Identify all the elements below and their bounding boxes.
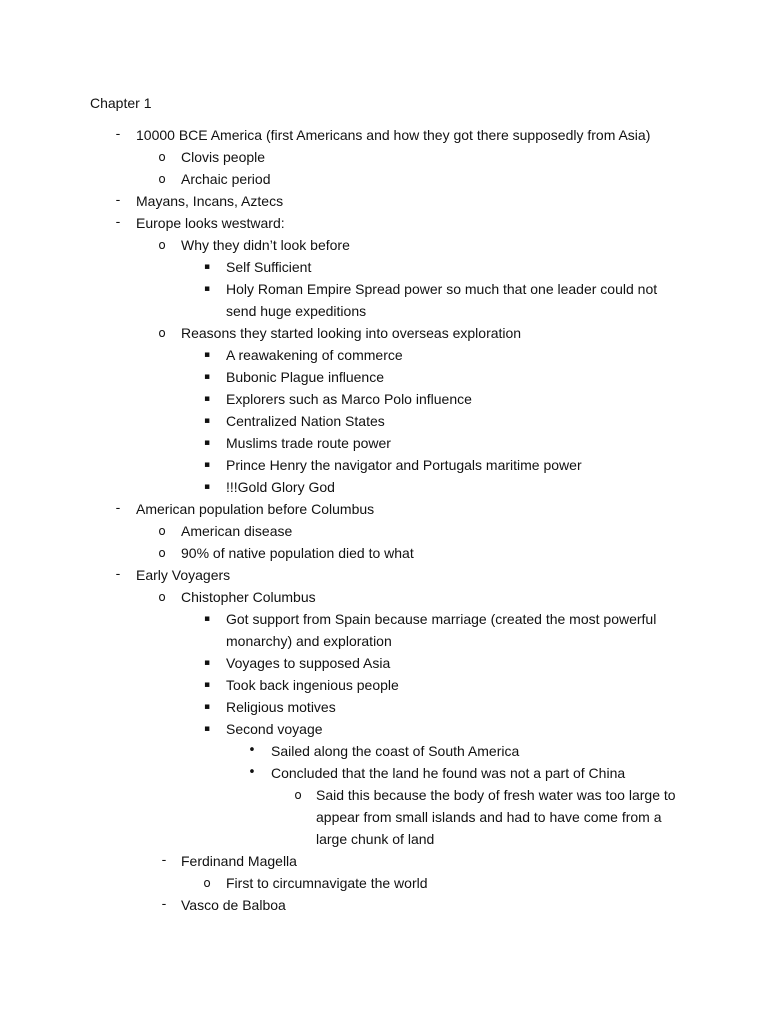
list-bullet: - xyxy=(115,215,121,230)
list-item-text: Clovis people xyxy=(181,149,266,165)
list-item xyxy=(0,124,768,146)
list-item-text: Religious motives xyxy=(226,699,336,715)
list-bullet: o xyxy=(158,546,166,560)
list-item-text: Why they didn’t look before xyxy=(181,237,350,253)
list-item-text: American disease xyxy=(181,523,293,539)
list-item-text: Early Voyagers xyxy=(136,567,231,583)
list-item-text: Mayans, Incans, Aztecs xyxy=(136,193,284,209)
list-item-text: Chistopher Columbus xyxy=(181,589,316,605)
list-item xyxy=(0,366,768,388)
list-item xyxy=(0,432,768,454)
list-bullet: ▪ xyxy=(203,350,211,360)
list-bullet: o xyxy=(158,326,166,340)
list-bullet: ▪ xyxy=(203,416,211,426)
list-bullet: o xyxy=(294,788,302,802)
list-item-text: !!!Gold Glory God xyxy=(226,479,335,495)
list-item xyxy=(0,278,768,322)
document-title: Chapter 1 xyxy=(90,95,152,111)
list-item xyxy=(0,652,768,674)
list-item-text: Sailed along the coast of South America xyxy=(271,743,520,759)
list-bullet: ▪ xyxy=(203,438,211,448)
list-item xyxy=(0,850,768,872)
list-item xyxy=(0,586,768,608)
list-item xyxy=(0,872,768,894)
list-bullet: • xyxy=(248,765,256,780)
list-bullet: ▪ xyxy=(203,724,211,734)
list-bullet: o xyxy=(203,876,211,890)
list-item xyxy=(0,388,768,410)
list-bullet: o xyxy=(158,150,166,164)
list-item xyxy=(0,608,768,652)
list-bullet: o xyxy=(158,590,166,604)
list-item-text: Archaic period xyxy=(181,171,271,187)
list-bullet: ▪ xyxy=(203,460,211,470)
list-item-text: 10000 BCE America (first Americans and how they got there supposedly from Asia) xyxy=(136,127,651,143)
list-bullet: ▪ xyxy=(203,372,211,382)
list-item-text: Took back ingenious people xyxy=(226,677,399,693)
list-bullet: o xyxy=(158,524,166,538)
list-bullet: ▪ xyxy=(203,262,211,272)
list-item-text: Voyages to supposed Asia xyxy=(226,655,391,671)
list-item-text: A reawakening of commerce xyxy=(226,347,403,363)
list-item xyxy=(0,168,768,190)
list-item xyxy=(0,564,768,586)
list-item xyxy=(0,740,768,762)
list-item-text: Muslims trade route power xyxy=(226,435,391,451)
list-item xyxy=(0,762,768,784)
list-item-text: Vasco de Balboa xyxy=(181,897,286,913)
list-bullet: - xyxy=(161,897,167,912)
list-item xyxy=(0,718,768,740)
list-item xyxy=(0,674,768,696)
list-bullet: - xyxy=(115,193,121,208)
list-item-text: Got support from Spain because marriage (created the most powerful monarchy) and exploration xyxy=(226,611,657,649)
list-bullet: ▪ xyxy=(203,394,211,404)
list-bullet: o xyxy=(158,172,166,186)
list-item xyxy=(0,894,768,916)
list-item xyxy=(0,696,768,718)
list-item-text: Self Sufficient xyxy=(226,259,312,275)
list-item xyxy=(0,498,768,520)
list-item xyxy=(0,212,768,234)
list-item-text: Bubonic Plague influence xyxy=(226,369,385,385)
list-item-text: 90% of native population died to what xyxy=(181,545,414,561)
list-item-text: First to circumnavigate the world xyxy=(226,875,428,891)
list-bullet: ▪ xyxy=(203,614,211,624)
list-bullet: - xyxy=(115,567,121,582)
list-item-text: Centralized Nation States xyxy=(226,413,385,429)
list-item-text: Said this because the body of fresh water was too large to appear from small islands and had to have come from a large chunk of land xyxy=(316,787,676,847)
list-bullet: - xyxy=(115,501,121,516)
list-bullet: ▪ xyxy=(203,702,211,712)
list-item xyxy=(0,344,768,366)
list-bullet: o xyxy=(158,238,166,252)
list-item-text: Concluded that the land he found was not a part of China xyxy=(271,765,626,781)
list-item-text: Ferdinand Magella xyxy=(181,853,297,869)
list-item xyxy=(0,190,768,212)
list-bullet: ▪ xyxy=(203,680,211,690)
list-bullet: ▪ xyxy=(203,482,211,492)
list-bullet: - xyxy=(115,127,121,142)
list-item-text: Europe looks westward: xyxy=(136,215,285,231)
list-item xyxy=(0,234,768,256)
list-bullet: • xyxy=(248,743,256,758)
list-bullet: ▪ xyxy=(203,284,211,294)
list-item-text: Reasons they started looking into overseas exploration xyxy=(181,325,522,341)
list-item-text: Second voyage xyxy=(226,721,323,737)
list-bullet: ▪ xyxy=(203,658,211,668)
list-item-text: Prince Henry the navigator and Portugals maritime power xyxy=(226,457,582,473)
list-item xyxy=(0,784,768,850)
list-item xyxy=(0,322,768,344)
list-item xyxy=(0,476,768,498)
list-item-text: American population before Columbus xyxy=(136,501,375,517)
list-bullet: - xyxy=(161,853,167,868)
list-item xyxy=(0,542,768,564)
outline-list xyxy=(0,124,768,916)
list-item xyxy=(0,520,768,542)
list-item-text: Explorers such as Marco Polo influence xyxy=(226,391,472,407)
list-item xyxy=(0,256,768,278)
list-item-text: Holy Roman Empire Spread power so much that one leader could not send huge expeditions xyxy=(226,281,658,319)
list-item xyxy=(0,146,768,168)
list-item xyxy=(0,454,768,476)
list-item xyxy=(0,410,768,432)
